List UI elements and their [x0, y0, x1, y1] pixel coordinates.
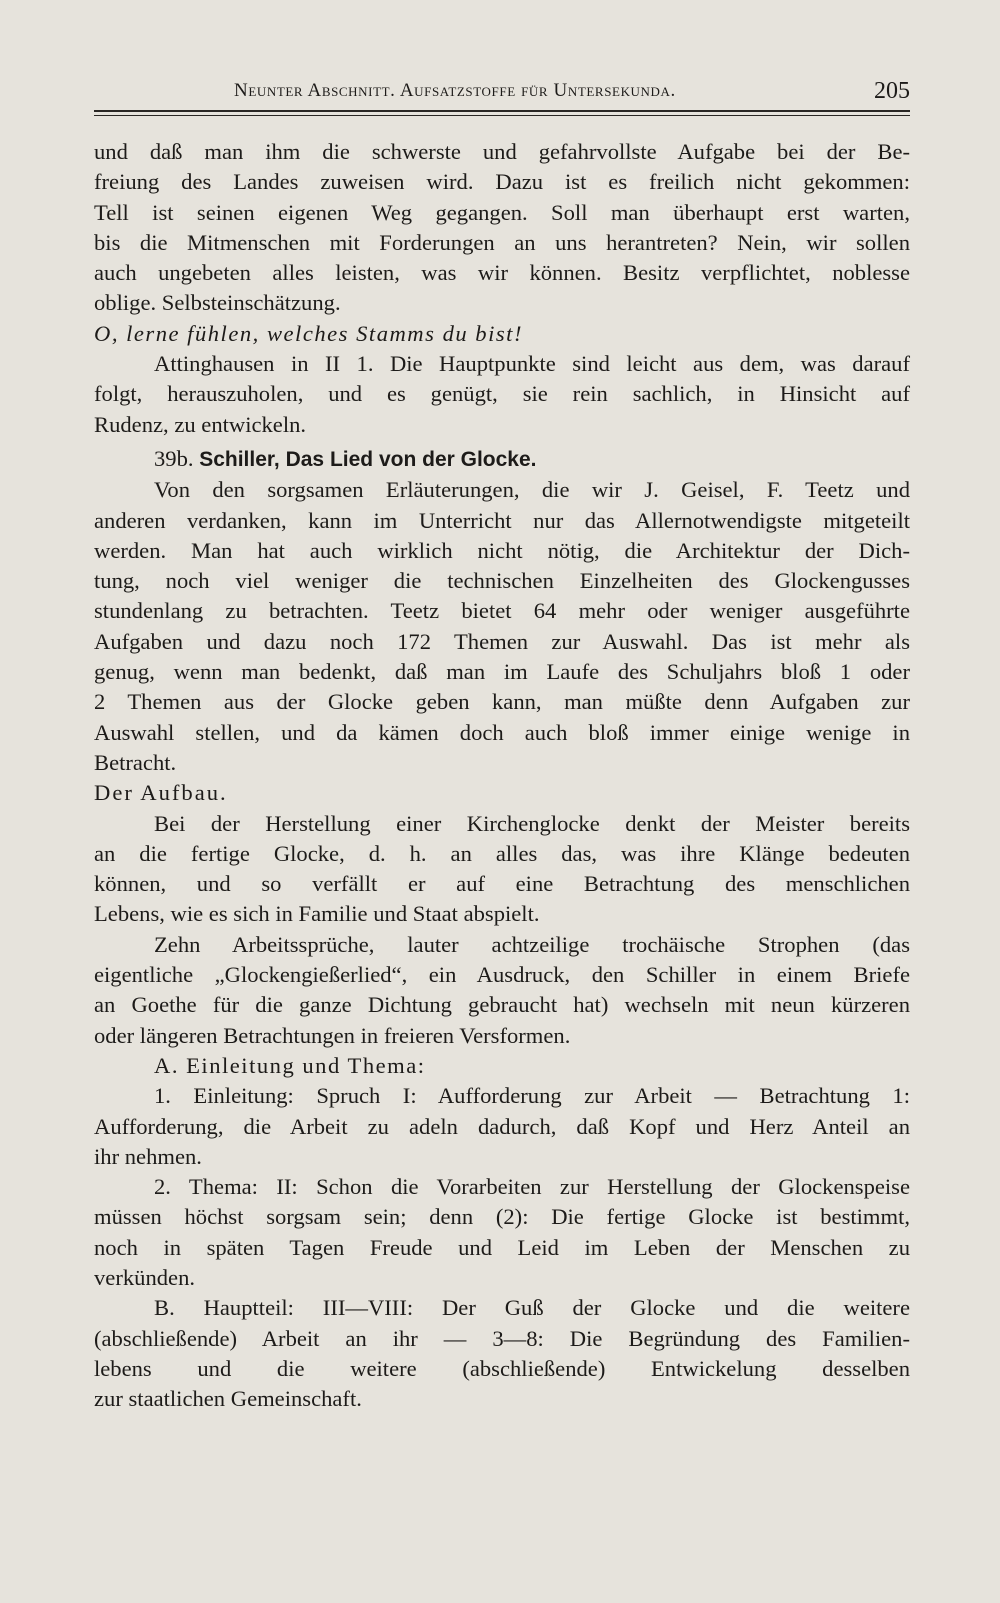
- paragraph-1: [94, 137, 910, 319]
- section-title: Schiller, Das Lied von der Glocke.: [199, 447, 537, 471]
- subheading-aufbau: Der Aufbau.: [94, 780, 228, 806]
- text-line: Von den sorgsamen Erläuterungen, die wir J. Geisel, F. Teetz und: [154, 477, 910, 503]
- text-line: (abschließende) Arbeit an ihr — 3—8: Die Begründung des Familien-: [94, 1325, 910, 1351]
- text-line: Betracht.: [94, 749, 177, 775]
- page-body: [94, 137, 910, 1414]
- text-line: 2. Thema: II: Schon die Vorarbeiten zur Herstellung der Glockenspeise: [154, 1174, 910, 1200]
- section-number: 39b.: [154, 445, 194, 471]
- text-line: stundenlang zu betrachten. Teetz bietet 64 mehr oder weniger ausgeführte: [94, 598, 910, 624]
- text-line: lebens und die weitere (abschließende) Entwickelung desselben: [94, 1355, 910, 1381]
- text-line: können, und so verfällt er auf eine Betrachtung des menschlichen: [94, 871, 910, 897]
- item-1: [94, 1081, 910, 1172]
- text-line: oblige. Selbsteinschätzung.: [94, 290, 341, 316]
- paragraph-5: [94, 930, 910, 1051]
- text-line: an Goethe für die ganze Dichtung gebraucht hat) wechseln mit neun kürzeren: [94, 992, 910, 1018]
- text-line: müssen höchst sorgsam sein; denn (2): Die fertige Glocke ist bestimmt,: [94, 1204, 910, 1230]
- text-line: bis die Mitmenschen mit Forderungen an uns herantreten? Nein, wir sollen: [94, 229, 910, 255]
- page-number: 205: [874, 78, 910, 104]
- text-line: ihr nehmen.: [94, 1143, 202, 1169]
- text-line: und daß man ihm die schwerste und gefahrvollste Aufgabe bei der Be-: [94, 139, 910, 164]
- text-line: Aufforderung, die Arbeit zu adeln dadurch, daß Kopf und Herz Anteil an: [94, 1113, 910, 1139]
- part-b: [94, 1293, 910, 1414]
- paragraph-3: [94, 475, 910, 778]
- text-line: freiung des Landes zuweisen wird. Dazu ist es freilich nicht gekommen:: [94, 169, 910, 195]
- text-line: auch ungebeten alles leisten, was wir können. Besitz verpflichtet, noblesse: [94, 260, 910, 286]
- text-line: folgt, herauszuholen, und es genügt, sie rein sachlich, in Hinsicht auf: [94, 381, 910, 407]
- text-line: oder längeren Betrachtungen in freieren Versformen.: [94, 1022, 571, 1048]
- text-line: tung, noch viel weniger die technischen Einzelheiten des Glockengusses: [94, 568, 910, 594]
- text-line: Bei der Herstellung einer Kirchenglocke denkt der Meister bereits: [154, 810, 910, 836]
- text-line: zur staatlichen Gemeinschaft.: [94, 1386, 362, 1412]
- text-line: Tell ist seinen eigenen Weg gegangen. Soll man überhaupt erst warten,: [94, 199, 910, 225]
- schiller-quote: O, lerne fühlen, welches Stamms du bist!: [94, 320, 523, 346]
- text-line: eigentliche „Glockengießerlied“, ein Ausdruck, den Schiller in einem Briefe: [94, 962, 910, 988]
- running-header: [94, 78, 910, 108]
- text-line: an die fertige Glocke, d. h. an alles das, was ihre Klänge bedeuten: [94, 840, 910, 866]
- text-line: anderen verdanken, kann im Unterricht nur das Allernotwendigste mitgeteilt: [94, 507, 910, 533]
- item-2: [94, 1172, 910, 1293]
- section-heading: [94, 444, 910, 475]
- text-line: verkünden.: [94, 1264, 196, 1290]
- text-line: 2 Themen aus der Glocke geben kann, man müßte denn Aufgaben zur: [94, 689, 910, 715]
- text-line: Aufgaben und dazu noch 172 Themen zur Auswahl. Das ist mehr als: [94, 628, 910, 654]
- text-line: 1. Einleitung: Spruch I: Aufforderung zur Arbeit — Betrachtung 1:: [154, 1083, 910, 1109]
- part-a-heading: A. Einleitung und Thema:: [154, 1052, 426, 1078]
- text-line: Rudenz, zu entwickeln.: [94, 411, 307, 437]
- text-line: Attinghausen in II 1. Die Hauptpunkte sind leicht aus dem, was darauf: [154, 351, 910, 377]
- text-line: B. Hauptteil: III—VIII: Der Guß der Glocke und die weitere: [154, 1295, 910, 1321]
- text-line: werden. Man hat auch wirklich nicht nötig, die Architektur der Dich-: [94, 537, 910, 563]
- paragraph-2: [94, 349, 910, 440]
- text-line: Auswahl stellen, und da kämen doch auch bloß immer einige wenige in: [94, 719, 910, 745]
- header-rule: [94, 110, 910, 116]
- paragraph-4: [94, 809, 910, 930]
- text-line: Lebens, wie es sich in Familie und Staat abspielt.: [94, 901, 540, 927]
- text-line: genug, wenn man bedenkt, daß man im Laufe des Schuljahrs bloß 1 oder: [94, 659, 910, 685]
- text-line: Zehn Arbeitssprüche, lauter achtzeilige trochäische Strophen (das: [154, 931, 910, 957]
- text-line: noch in späten Tagen Freude und Leid im Leben der Menschen zu: [94, 1234, 910, 1260]
- running-header-title: Neunter Abschnitt. Aufsatzstoffe für Untersekunda.: [234, 80, 676, 101]
